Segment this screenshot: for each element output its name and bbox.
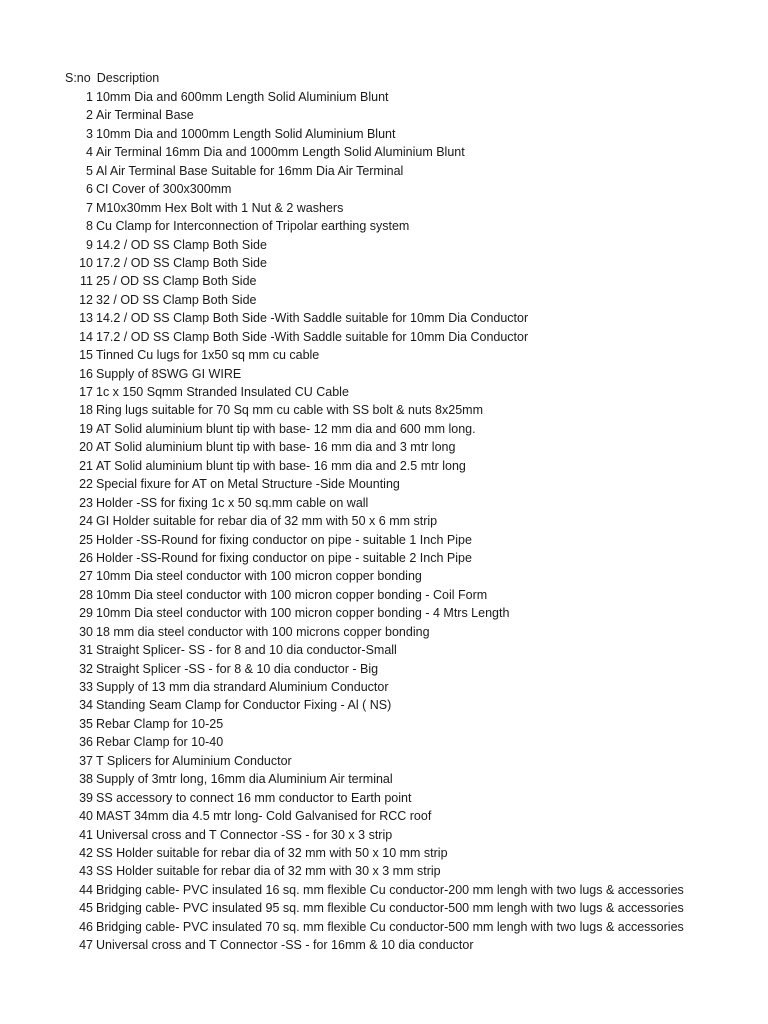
list-item: [0, 494, 768, 512]
item-description: Universal cross and T Connector -SS - for 16mm & 10 dia conductor: [96, 938, 474, 953]
item-list: [0, 88, 768, 955]
item-description: Holder -SS-Round for fixing conductor on pipe - suitable 1 Inch Pipe: [96, 532, 472, 547]
list-item: [0, 770, 768, 788]
item-number: 4: [86, 145, 93, 160]
item-number: 7: [86, 200, 93, 215]
list-item: [0, 106, 768, 124]
list-item: [0, 272, 768, 290]
item-description: 17.2 / OD SS Clamp Both Side -With Saddle suitable for 10mm Dia Conductor: [96, 329, 529, 344]
item-number: 1: [86, 90, 93, 104]
item-description: 14.2 / OD SS Clamp Both Side: [96, 237, 267, 252]
item-number: 31: [79, 643, 93, 658]
item-description: Air Terminal Base: [96, 108, 194, 123]
item-description: Cu Clamp for Interconnection of Tripolar earthing system: [96, 219, 410, 234]
header-description: Description: [96, 71, 160, 85]
item-number: 9: [86, 237, 93, 252]
item-description: Supply of 8SWG GI WIRE: [96, 366, 242, 381]
item-description: AT Solid aluminium blunt tip with base- 16 mm dia and 2.5 mtr long: [96, 458, 466, 473]
list-item: [0, 604, 768, 622]
item-description: Standing Seam Clamp for Conductor Fixing - Al ( NS): [96, 698, 392, 713]
item-number: 20: [79, 440, 93, 455]
item-description: Universal cross and T Connector -SS - for 30 x 3 strip: [96, 827, 393, 842]
list-item: [0, 438, 768, 456]
item-number: 35: [79, 716, 93, 731]
item-description: SS accessory to connect 16 mm conductor to Earth point: [96, 790, 412, 805]
item-number: 14: [79, 329, 93, 344]
list-item: [0, 531, 768, 549]
list-item: [0, 641, 768, 659]
list-item: [0, 365, 768, 383]
item-description: Straight Splicer- SS - for 8 and 10 dia conductor-Small: [96, 643, 397, 658]
item-number: 5: [86, 163, 93, 178]
item-description: Bridging cable- PVC insulated 95 sq. mm flexible Cu conductor-500 mm lengh with two lugs & accessories: [96, 901, 684, 916]
item-number: 25: [79, 532, 93, 547]
item-number: 13: [79, 311, 93, 326]
item-description: 10mm Dia steel conductor with 100 micron copper bonding - 4 Mtrs Length: [96, 606, 510, 621]
item-description: 18 mm dia steel conductor with 100 microns copper bonding: [96, 624, 430, 639]
item-description: Rebar Clamp for 10-40: [96, 735, 224, 750]
list-item: [0, 826, 768, 844]
item-number: 28: [79, 587, 93, 602]
list-item: [0, 512, 768, 530]
item-description: Tinned Cu lugs for 1x50 sq mm cu cable: [96, 348, 320, 363]
list-item: [0, 309, 768, 327]
item-description: AT Solid aluminium blunt tip with base- 12 mm dia and 600 mm long.: [96, 421, 476, 436]
item-number: 38: [79, 772, 93, 787]
list-item: [0, 383, 768, 401]
list-item: [0, 752, 768, 770]
list-item: [0, 789, 768, 807]
item-description: Al Air Terminal Base Suitable for 16mm Dia Air Terminal: [96, 163, 404, 178]
list-item: [0, 549, 768, 567]
item-description: Holder -SS for fixing 1c x 50 sq.mm cable on wall: [96, 495, 369, 510]
item-number: 39: [79, 790, 93, 805]
item-number: 44: [79, 882, 93, 897]
item-number: 29: [79, 606, 93, 621]
item-number: 16: [79, 366, 93, 381]
list-item: [0, 696, 768, 714]
list-item: [0, 328, 768, 346]
item-number: 12: [79, 292, 93, 307]
item-number: 33: [79, 680, 93, 694]
list-item: [0, 236, 768, 254]
item-description: 1c x 150 Sqmm Stranded Insulated CU Cable: [96, 385, 349, 399]
list-item: [0, 844, 768, 862]
item-description: Bridging cable- PVC insulated 16 sq. mm flexible Cu conductor-200 mm lengh with two lugs & accessories: [96, 882, 684, 897]
header-sno: S:no: [65, 71, 91, 85]
item-number: 10: [79, 255, 93, 270]
list-item: [0, 807, 768, 825]
item-description: Rebar Clamp for 10-25: [96, 716, 224, 731]
list-item: [0, 125, 768, 143]
list-item: [0, 862, 768, 880]
item-number: 18: [79, 403, 93, 418]
item-number: 36: [79, 735, 93, 750]
list-item: [0, 420, 768, 438]
item-number: 6: [86, 182, 93, 197]
item-number: 17: [79, 385, 93, 399]
item-number: 19: [79, 421, 93, 436]
item-number: 46: [79, 919, 93, 934]
item-description: Air Terminal 16mm Dia and 1000mm Length Solid Aluminium Blunt: [96, 145, 465, 160]
item-description: 10mm Dia steel conductor with 100 micron copper bonding - Coil Form: [96, 587, 488, 602]
list-item: [0, 936, 768, 954]
item-description: Special fixure for AT on Metal Structure -Side Mounting: [96, 477, 400, 492]
item-number: 42: [79, 845, 93, 860]
item-number: 23: [79, 495, 93, 510]
list-item: [0, 401, 768, 419]
list-item: [0, 586, 768, 604]
item-description: 32 / OD SS Clamp Both Side: [96, 292, 257, 307]
list-item: [0, 457, 768, 475]
list-item: [0, 346, 768, 364]
list-item: [0, 881, 768, 899]
item-description: Bridging cable- PVC insulated 70 sq. mm flexible Cu conductor-500 mm lengh with two lugs & accessories: [96, 919, 684, 934]
list-item: [0, 623, 768, 641]
list-item: [0, 88, 768, 106]
item-number: 47: [79, 938, 93, 953]
item-number: 34: [79, 698, 93, 713]
item-description: 10mm Dia and 600mm Length Solid Aluminium Blunt: [96, 90, 389, 104]
item-description: Straight Splicer -SS - for 8 & 10 dia conductor - Big: [96, 661, 379, 676]
item-number: 27: [79, 569, 93, 584]
list-item: [0, 715, 768, 733]
item-description: MAST 34mm dia 4.5 mtr long- Cold Galvanised for RCC roof: [96, 809, 432, 824]
item-description: 17.2 / OD SS Clamp Both Side: [96, 255, 267, 270]
item-number: 15: [79, 348, 93, 363]
item-description: 14.2 / OD SS Clamp Both Side -With Saddle suitable for 10mm Dia Conductor: [96, 311, 529, 326]
list-item: [0, 217, 768, 235]
item-description: GI Holder suitable for rebar dia of 32 mm with 50 x 6 mm strip: [96, 514, 438, 529]
list-item: [0, 918, 768, 936]
item-description: CI Cover of 300x300mm: [96, 182, 232, 197]
item-description: AT Solid aluminium blunt tip with base- 16 mm dia and 3 mtr long: [96, 440, 456, 455]
item-number: 32: [79, 661, 93, 676]
item-number: 37: [79, 753, 93, 768]
item-number: 41: [79, 827, 93, 842]
item-number: 21: [79, 458, 93, 473]
item-number: 11: [80, 274, 93, 289]
item-description: Holder -SS-Round for fixing conductor on pipe - suitable 2 Inch Pipe: [96, 550, 472, 565]
list-item: [0, 291, 768, 309]
item-description: Supply of 3mtr long, 16mm dia Aluminium Air terminal: [96, 772, 393, 787]
item-description: M10x30mm Hex Bolt with 1 Nut & 2 washers: [96, 200, 344, 215]
item-number: 8: [86, 219, 93, 234]
item-description: 10mm Dia and 1000mm Length Solid Aluminium Blunt: [96, 126, 396, 141]
item-number: 3: [86, 126, 93, 141]
list-item: [0, 899, 768, 917]
item-number: 24: [79, 514, 93, 529]
list-item: [0, 660, 768, 678]
item-description: Ring lugs suitable for 70 Sq mm cu cable with SS bolt & nuts 8x25mm: [96, 403, 483, 418]
item-description: 25 / OD SS Clamp Both Side: [96, 274, 257, 289]
item-description: T Splicers for Aluminium Conductor: [96, 753, 292, 768]
item-number: 43: [79, 864, 93, 879]
item-description: 10mm Dia steel conductor with 100 micron copper bonding: [96, 569, 422, 584]
item-description: SS Holder suitable for rebar dia of 32 mm with 30 x 3 mm strip: [96, 864, 441, 879]
item-description: SS Holder suitable for rebar dia of 32 mm with 50 x 10 mm strip: [96, 845, 448, 860]
list-item: [0, 678, 768, 696]
item-number: 26: [79, 550, 93, 565]
list-item: [0, 475, 768, 493]
list-item: [0, 567, 768, 585]
item-description: Supply of 13 mm dia strandard Aluminium Conductor: [96, 680, 389, 694]
list-item: [0, 180, 768, 198]
item-number: 40: [79, 809, 93, 824]
list-item: [0, 143, 768, 161]
table-header: [65, 69, 159, 87]
item-number: 45: [79, 901, 93, 916]
list-item: [0, 254, 768, 272]
item-number: 30: [79, 624, 93, 639]
item-number: 2: [86, 108, 93, 123]
list-item: [0, 199, 768, 217]
list-item: [0, 733, 768, 751]
list-item: [0, 162, 768, 180]
item-number: 22: [79, 477, 93, 492]
